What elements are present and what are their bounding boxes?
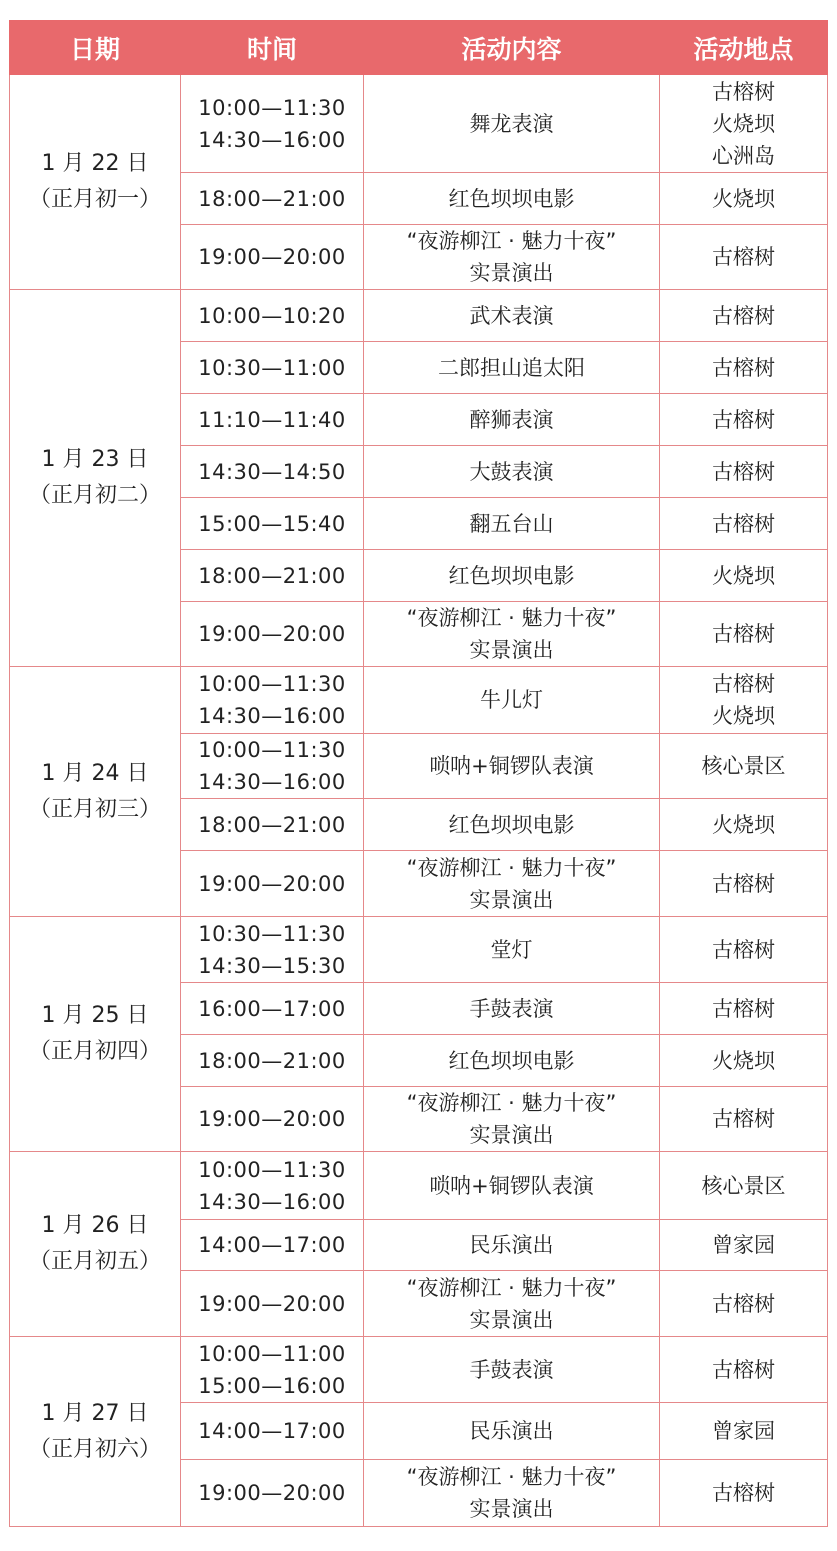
time-cell bbox=[181, 1271, 364, 1337]
cell-line: 19:00—20:00 bbox=[198, 1107, 346, 1131]
cell-line: 19:00—20:00 bbox=[198, 245, 346, 269]
table-row bbox=[10, 75, 828, 173]
time-cell bbox=[181, 290, 364, 342]
location-cell bbox=[660, 446, 828, 498]
location-cell bbox=[660, 602, 828, 667]
location-cell bbox=[660, 667, 828, 734]
cell-line: 曾家园 bbox=[712, 1233, 775, 1257]
time-cell bbox=[181, 1087, 364, 1152]
content-cell bbox=[364, 917, 660, 983]
time-cell bbox=[181, 667, 364, 734]
time-cell bbox=[181, 75, 364, 173]
cell-line: 10:30—11:00 bbox=[198, 355, 346, 380]
cell-line: 15:00—16:00 bbox=[198, 1373, 346, 1398]
schedule-table bbox=[9, 20, 828, 1527]
location-cell bbox=[660, 290, 828, 342]
location-cell bbox=[660, 917, 828, 983]
table-row bbox=[10, 917, 828, 983]
cell-line: 古榕树 bbox=[712, 1481, 775, 1505]
table-row bbox=[10, 290, 828, 342]
time-cell bbox=[181, 1337, 364, 1403]
cell-line: （正月初一） bbox=[28, 187, 161, 212]
cell-line: （正月初二） bbox=[28, 483, 161, 508]
cell-line: 18:00—21:00 bbox=[198, 563, 346, 588]
cell-line: （正月初四） bbox=[28, 1039, 161, 1064]
location-cell bbox=[660, 394, 828, 446]
schedule-body bbox=[10, 75, 828, 1527]
cell-line: 18:00—21:00 bbox=[198, 812, 346, 837]
time-cell bbox=[181, 1403, 364, 1460]
cell-line: 古榕树 bbox=[712, 622, 775, 646]
cell-line: 16:00—17:00 bbox=[198, 996, 346, 1021]
cell-line: 古榕树 bbox=[712, 1357, 775, 1382]
cell-line: 古榕树 bbox=[712, 303, 775, 328]
cell-line: 唢呐+铜锣队表演 bbox=[429, 1173, 594, 1198]
cell-line: 实景演出 bbox=[469, 1123, 554, 1147]
time-cell bbox=[181, 799, 364, 851]
cell-line: 翻五台山 bbox=[469, 511, 554, 536]
cell-line: 古榕树 bbox=[712, 1291, 775, 1316]
cell-line: 古榕树 bbox=[712, 245, 775, 269]
cell-line: 古榕树 bbox=[712, 871, 775, 896]
cell-line: 10:00—11:30 bbox=[198, 738, 346, 762]
cell-line: 古榕树 bbox=[712, 407, 775, 432]
content-cell bbox=[364, 75, 660, 173]
time-cell bbox=[181, 1152, 364, 1220]
cell-line: 手鼓表演 bbox=[469, 996, 554, 1021]
table-row bbox=[10, 667, 828, 734]
cell-line: 武术表演 bbox=[469, 303, 554, 328]
cell-line: 1 月 23 日 bbox=[41, 447, 149, 472]
location-cell bbox=[660, 1337, 828, 1403]
time-cell bbox=[181, 1035, 364, 1087]
time-cell bbox=[181, 342, 364, 394]
content-cell bbox=[364, 446, 660, 498]
cell-line: 火烧坝 bbox=[712, 563, 775, 588]
cell-line: 1 月 22 日 bbox=[41, 151, 149, 176]
cell-line: 10:00—11:30 bbox=[198, 672, 346, 696]
time-cell bbox=[181, 602, 364, 667]
time-cell bbox=[181, 1460, 364, 1527]
cell-line: 古榕树 bbox=[712, 937, 775, 962]
content-cell bbox=[364, 394, 660, 446]
cell-line: 1 月 24 日 bbox=[41, 760, 149, 786]
cell-line: 19:00—20:00 bbox=[198, 622, 346, 646]
cell-line: 曾家园 bbox=[712, 1419, 775, 1443]
cell-line: 二郎担山追太阳 bbox=[438, 355, 585, 380]
cell-line: “夜游柳江 · 魅力十夜” bbox=[406, 1465, 617, 1489]
cell-line: 核心景区 bbox=[701, 1173, 786, 1198]
content-cell bbox=[364, 1403, 660, 1460]
time-cell bbox=[181, 446, 364, 498]
cell-line: 手鼓表演 bbox=[469, 1357, 554, 1382]
location-cell bbox=[660, 799, 828, 851]
cell-line: 实景演出 bbox=[469, 261, 554, 285]
cell-line: 19:00—20:00 bbox=[198, 871, 346, 896]
cell-line: 古榕树 bbox=[712, 996, 775, 1021]
time-cell bbox=[181, 550, 364, 602]
cell-line: 1 月 27 日 bbox=[41, 1400, 149, 1426]
header-row bbox=[10, 21, 828, 75]
header-time: 时间 bbox=[181, 21, 364, 75]
location-cell bbox=[660, 1152, 828, 1220]
content-cell bbox=[364, 1087, 660, 1152]
cell-line: 实景演出 bbox=[469, 1307, 554, 1332]
date-cell bbox=[10, 75, 181, 290]
cell-line: 1 月 26 日 bbox=[41, 1213, 149, 1238]
date-cell bbox=[10, 1337, 181, 1527]
location-cell bbox=[660, 983, 828, 1035]
cell-line: “夜游柳江 · 魅力十夜” bbox=[406, 855, 617, 880]
cell-line: 10:00—11:30 bbox=[198, 95, 346, 120]
cell-line: 红色坝坝电影 bbox=[448, 1048, 575, 1073]
content-cell bbox=[364, 342, 660, 394]
cell-line: 14:30—16:00 bbox=[198, 1189, 346, 1214]
content-cell bbox=[364, 550, 660, 602]
cell-line: 18:00—21:00 bbox=[198, 186, 346, 211]
time-cell bbox=[181, 734, 364, 799]
content-cell bbox=[364, 799, 660, 851]
cell-line: 民乐演出 bbox=[469, 1419, 554, 1443]
content-cell bbox=[364, 734, 660, 799]
location-cell bbox=[660, 498, 828, 550]
content-cell bbox=[364, 1220, 660, 1271]
cell-line: 牛儿灯 bbox=[480, 688, 543, 712]
cell-line: 1 月 25 日 bbox=[41, 1003, 149, 1028]
cell-line: 火烧坝 bbox=[712, 1048, 775, 1073]
cell-line: 舞龙表演 bbox=[469, 111, 554, 136]
content-cell bbox=[364, 173, 660, 225]
cell-line: 醉狮表演 bbox=[469, 407, 554, 432]
cell-line: 10:00—11:30 bbox=[198, 1157, 346, 1182]
cell-line: “夜游柳江 · 魅力十夜” bbox=[406, 606, 617, 630]
location-cell bbox=[660, 342, 828, 394]
cell-line: 唢呐+铜锣队表演 bbox=[429, 754, 594, 778]
cell-line: 15:00—15:40 bbox=[198, 511, 346, 536]
location-cell bbox=[660, 1220, 828, 1271]
content-cell bbox=[364, 225, 660, 290]
header-date: 日期 bbox=[10, 21, 181, 75]
cell-line: 民乐演出 bbox=[469, 1233, 554, 1257]
date-cell bbox=[10, 1152, 181, 1337]
time-cell bbox=[181, 173, 364, 225]
table-row bbox=[10, 1337, 828, 1403]
location-cell bbox=[660, 1460, 828, 1527]
content-cell bbox=[364, 1152, 660, 1220]
cell-line: 10:00—11:00 bbox=[198, 1341, 346, 1366]
cell-line: 19:00—20:00 bbox=[198, 1291, 346, 1316]
cell-line: 古榕树 bbox=[712, 1107, 775, 1131]
cell-line: 11:10—11:40 bbox=[198, 407, 346, 432]
header-content: 活动内容 bbox=[364, 21, 660, 75]
time-cell bbox=[181, 983, 364, 1035]
cell-line: 古榕树 bbox=[712, 511, 775, 536]
location-cell bbox=[660, 1271, 828, 1337]
cell-line: 红色坝坝电影 bbox=[448, 563, 575, 588]
cell-line: 实景演出 bbox=[469, 1497, 554, 1521]
date-cell bbox=[10, 290, 181, 667]
location-cell bbox=[660, 1403, 828, 1460]
cell-line: （正月初五） bbox=[28, 1249, 161, 1274]
cell-line: 10:30—11:30 bbox=[198, 921, 346, 946]
content-cell bbox=[364, 851, 660, 917]
cell-line: 14:30—16:00 bbox=[198, 704, 346, 728]
location-cell bbox=[660, 225, 828, 290]
time-cell bbox=[181, 225, 364, 290]
cell-line: 火烧坝 bbox=[712, 111, 775, 136]
cell-line: 14:30—14:50 bbox=[198, 459, 346, 484]
content-cell bbox=[364, 290, 660, 342]
content-cell bbox=[364, 1460, 660, 1527]
cell-line: 心洲岛 bbox=[712, 143, 775, 168]
cell-line: 古榕树 bbox=[712, 672, 775, 696]
cell-line: 核心景区 bbox=[701, 754, 786, 778]
cell-line: 堂灯 bbox=[490, 937, 533, 962]
location-cell bbox=[660, 550, 828, 602]
content-cell bbox=[364, 602, 660, 667]
cell-line: 14:30—16:00 bbox=[198, 770, 346, 794]
cell-line: 14:30—15:30 bbox=[198, 953, 346, 978]
cell-line: 18:00—21:00 bbox=[198, 1048, 346, 1073]
cell-line: （正月初三） bbox=[28, 796, 161, 822]
cell-line: 实景演出 bbox=[469, 638, 554, 662]
content-cell bbox=[364, 1035, 660, 1087]
cell-line: 14:30—16:00 bbox=[198, 127, 346, 152]
cell-line: 火烧坝 bbox=[712, 186, 775, 211]
content-cell bbox=[364, 498, 660, 550]
cell-line: 实景演出 bbox=[469, 887, 554, 912]
location-cell bbox=[660, 1087, 828, 1152]
time-cell bbox=[181, 394, 364, 446]
cell-line: 14:00—17:00 bbox=[198, 1233, 346, 1257]
location-cell bbox=[660, 734, 828, 799]
date-cell bbox=[10, 917, 181, 1152]
cell-line: （正月初六） bbox=[28, 1436, 161, 1462]
cell-line: 古榕树 bbox=[712, 79, 775, 104]
cell-line: 大鼓表演 bbox=[469, 459, 554, 484]
cell-line: “夜游柳江 · 魅力十夜” bbox=[406, 1091, 617, 1115]
content-cell bbox=[364, 1271, 660, 1337]
header-location: 活动地点 bbox=[660, 21, 828, 75]
cell-line: 火烧坝 bbox=[712, 812, 775, 837]
location-cell bbox=[660, 851, 828, 917]
cell-line: 火烧坝 bbox=[712, 704, 775, 728]
cell-line: 19:00—20:00 bbox=[198, 1481, 346, 1505]
content-cell bbox=[364, 667, 660, 734]
time-cell bbox=[181, 498, 364, 550]
cell-line: 14:00—17:00 bbox=[198, 1419, 346, 1443]
time-cell bbox=[181, 851, 364, 917]
cell-line: 红色坝坝电影 bbox=[448, 812, 575, 837]
cell-line: 古榕树 bbox=[712, 459, 775, 484]
location-cell bbox=[660, 75, 828, 173]
location-cell bbox=[660, 173, 828, 225]
cell-line: “夜游柳江 · 魅力十夜” bbox=[406, 229, 617, 253]
cell-line: 10:00—10:20 bbox=[198, 303, 346, 328]
table-row bbox=[10, 1152, 828, 1220]
time-cell bbox=[181, 917, 364, 983]
time-cell bbox=[181, 1220, 364, 1271]
content-cell bbox=[364, 1337, 660, 1403]
cell-line: “夜游柳江 · 魅力十夜” bbox=[406, 1275, 617, 1300]
cell-line: 红色坝坝电影 bbox=[448, 186, 575, 211]
cell-line: 古榕树 bbox=[712, 355, 775, 380]
date-cell bbox=[10, 667, 181, 917]
content-cell bbox=[364, 983, 660, 1035]
location-cell bbox=[660, 1035, 828, 1087]
